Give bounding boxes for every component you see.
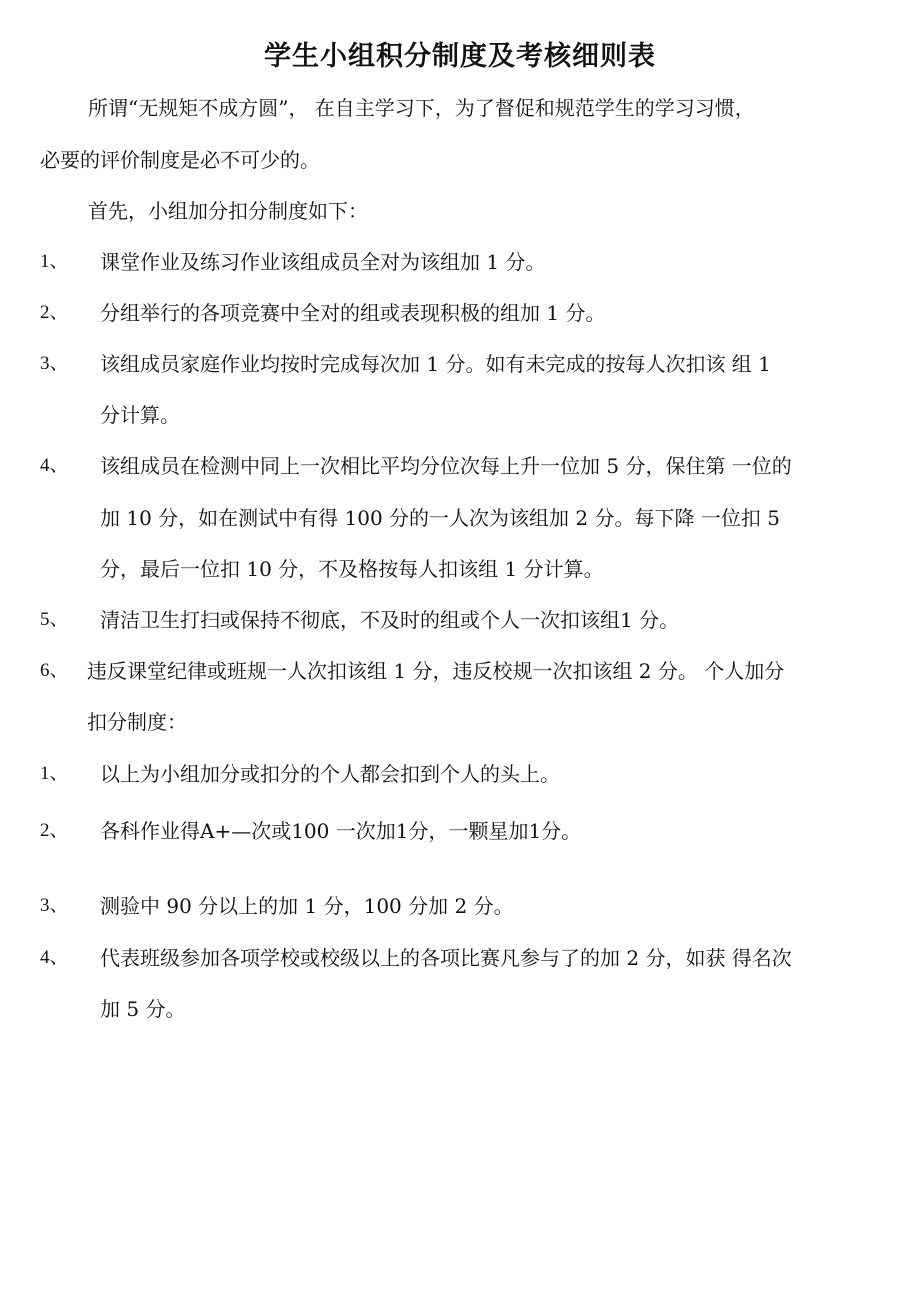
group-rule-text: 清洁卫生打扫或保持不彻底，不及时的组或个人一次扣该组1 分。 xyxy=(100,608,680,632)
intro-line-2: 必要的评价制度是必不可少的。 xyxy=(40,148,320,172)
group-rule-text: 加 10 分，如在测试中有得 100 分的一人次为该组加 2 分。每下降 一位扣 5 xyxy=(100,506,780,530)
group-rule-text: 该组成员在检测中同上一次相比平均分位次每上升一位加 5 分，保住第 一位的 xyxy=(100,454,792,478)
group-rule-text: 扣分制度： xyxy=(87,710,187,734)
group-rule-number: 5、 xyxy=(40,609,69,630)
personal-rule-number: 1、 xyxy=(40,763,69,784)
group-rule-text: 分组举行的各项竞赛中全对的组或表现积极的组加 1 分。 xyxy=(100,301,606,325)
group-rule-text: 分计算。 xyxy=(100,403,180,427)
personal-rule-text: 测验中 90 分以上的加 1 分，100 分加 2 分。 xyxy=(100,894,514,918)
group-rule-number: 2、 xyxy=(40,302,69,323)
group-rule-text: 违反课堂纪律或班规一人次扣该组 1 分，违反校规一次扣该组 2 分。 个人加分 xyxy=(87,659,785,683)
personal-rule-text: 代表班级参加各项学校或校级以上的各项比赛凡参与了的加 2 分，如获 得名次 xyxy=(100,946,792,970)
intro-line-1: 所谓“无规矩不成方圆”， 在自主学习下，为了督促和规范学生的学习习惯， xyxy=(88,96,755,120)
personal-rule-text: 以上为小组加分或扣分的个人都会扣到个人的头上。 xyxy=(100,762,560,786)
personal-rule-text: 加 5 分。 xyxy=(100,997,186,1021)
group-rules-heading: 首先，小组加分扣分制度如下： xyxy=(88,199,368,223)
personal-rule-number: 4、 xyxy=(40,947,69,968)
personal-rule-number: 2、 xyxy=(40,820,69,841)
group-rule-number: 4、 xyxy=(40,455,69,476)
group-rule-text: 该组成员家庭作业均按时完成每次加 1 分。如有未完成的按每人次扣该 组 1 xyxy=(100,352,771,376)
page-title: 学生小组积分制度及考核细则表 xyxy=(264,41,656,72)
group-rule-number: 6、 xyxy=(40,660,69,681)
group-rule-number: 3、 xyxy=(40,353,69,374)
personal-rule-text: 各科作业得A+—次或100 一次加1分，一颗星加1分。 xyxy=(100,819,582,843)
group-rule-text: 课堂作业及练习作业该组成员全对为该组加 1 分。 xyxy=(100,250,546,274)
group-rule-number: 1、 xyxy=(40,251,69,272)
group-rule-text: 分，最后一位扣 10 分，不及格按每人扣该组 1 分计算。 xyxy=(100,557,604,581)
personal-rule-number: 3、 xyxy=(40,895,69,916)
